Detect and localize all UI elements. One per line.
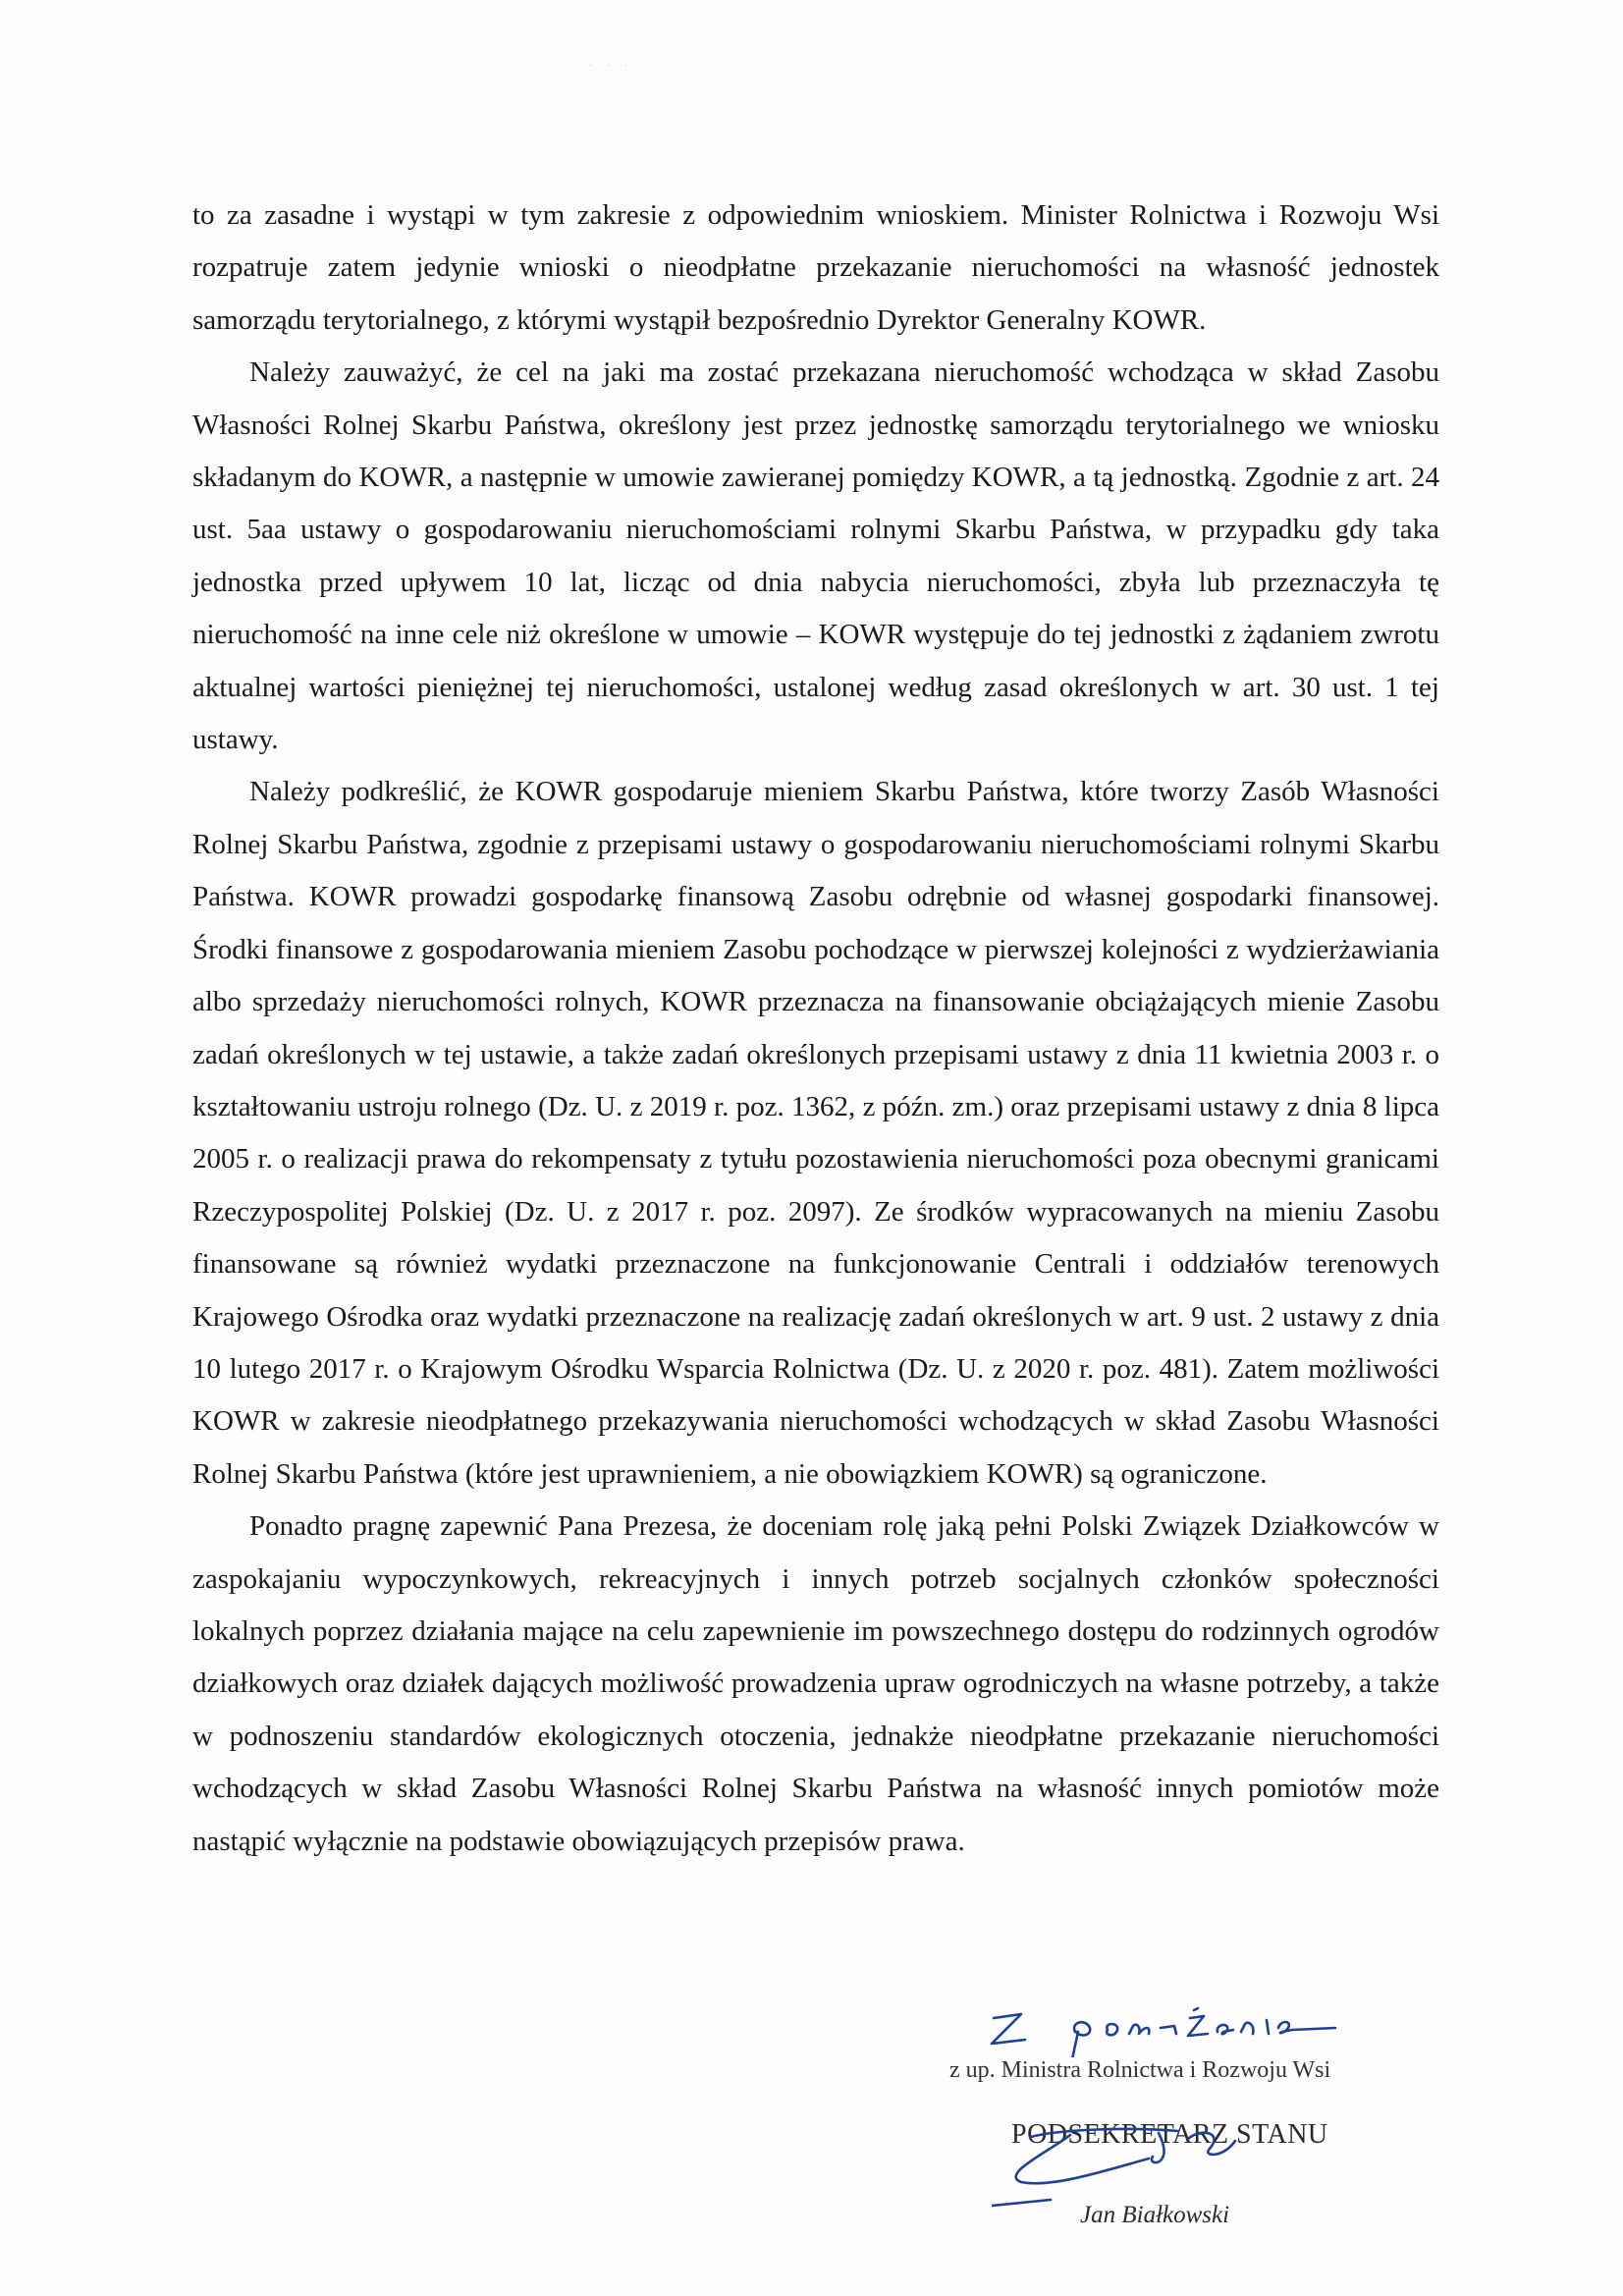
handwritten-regards — [982, 1989, 1345, 2057]
signature — [992, 2111, 1286, 2210]
paragraph-4: Ponadto pragnę zapewnić Pana Prezesa, że doceniam rolę jaką pełni Polski Związek Działkowców w zaspokajaniu wypoczynkowych, rekreacyjnych i innych potrzeb socjalnych członków społeczności lokalnych poprzez działania mające na celu zapewnienie im powszechnego dostępu do rodzinnych ogrodów działkowych oraz działek dających możliwość prowadzenia upraw ogrodniczych na własne potrzeby, a także w podnoszeniu standardów ekologicznych otoczenia, jednakże nieodpłatne przekazanie nieruchomości wchodzących w skład Zasobu Własności Rolnej Skarbu Państwa na własność innych pomiotów może nastąpić wyłącznie na podstawie obowiązujących przepisów prawa. — [192, 1510, 1439, 1857]
scan-artifact: · · · — [589, 61, 633, 72]
position-title: PODSEKRETARZ STANU — [1011, 2119, 1328, 2150]
paragraph-3: Należy podkreślić, że KOWR gospodaruje mieniem Skarbu Państwa, które tworzy Zasób Własności Rolnej Skarbu Państwa, zgodnie z przepisami ustawy o gospodarowaniu nieruchomościami rolnymi Skarbu Państwa. KOWR prowadzi gospodarkę finansową Zasobu odrębnie od własnej gospodarki finansowej. Środki finansowe z gospodarowania mieniem Zasobu pochodzące w pierwszej kolejności z wydzierżawiania albo sprzedaży nieruchomości rolnych, KOWR przeznacza na finansowanie obciążających mienie Zasobu zadań określonych w tej ustawie, a także zadań określonych przepisami ustawy z dnia 11 kwietnia 2003 r. o kształtowaniu ustroju rolnego (Dz. U. z 2019 r. poz. 1362, z późn. zm.) oraz przepisami ustawy z dnia 8 lipca 2005 r. o realizacji prawa do rekompensaty z tytułu pozostawienia nieruchomości poza obecnymi granicami Rzeczypospolitej Polskiej (Dz. U. z 2017 r. poz. 2097). Ze środków wypracowanych na mieniu Zasobu finansowane są również wydatki przeznaczone na funkcjonowanie Centrali i oddziałów terenowych Krajowego Ośrodka oraz wydatki przeznaczone na realizację zadań określonych w art. 9 ust. 2 ustawy z dnia 10 lutego 2017 r. o Krajowym Ośrodku Wsparcia Rolnictwa (Dz. U. z 2020 r. poz. 481). Zatem możliwości KOWR w zakresie nieodpłatnego przekazywania nieruchomości wchodzących w skład Zasobu Własności Rolnej Skarbu Państwa (które jest uprawnieniem, a nie obowiązkiem KOWR) są ograniczone. — [192, 776, 1439, 1490]
signatory-name: Jan Białkowski — [1080, 2202, 1230, 2228]
paragraph-1: to za zasadne i wystąpi w tym zakresie z odpowiednim wnioskiem. Minister Rolnictwa i Rozwoju Wsi rozpatruje zatem jedynie wnioski o nieodpłatne przekazanie nieruchomości na własność jednostek samorządu terytorialnego, z którymi wystąpił bezpośrednio Dyrektor Generalny KOWR. — [192, 199, 1439, 336]
on-behalf-line: z up. Ministra Rolnictwa i Rozwoju Wsi — [949, 2057, 1331, 2083]
letter-body — [192, 190, 1439, 1868]
paragraph-2: Należy zauważyć, że cel na jaki ma zostać przekazana nieruchomość wchodząca w skład Zasobu Własności Rolnej Skarbu Państwa, określony jest przez jednostkę samorządu terytorialnego we wniosku składanym do KOWR, a następnie w umowie zawieranej pomiędzy KOWR, a tą jednostką. Zgodnie z art. 24 ust. 5aa ustawy o gospodarowaniu nieruchomościami rolnymi Skarbu Państwa, w przypadku gdy taka jednostka przed upływem 10 lat, licząc od dnia nabycia nieruchomości, zbyła lub przeznaczyła tę nieruchomość na inne cele niż określone w umowie – KOWR występuje do tej jednostki z żądaniem zwrotu aktualnej wartości pieniężnej tej nieruchomości, ustalonej według zasad określonych w art. 30 ust. 1 tej ustawy. — [192, 356, 1439, 756]
